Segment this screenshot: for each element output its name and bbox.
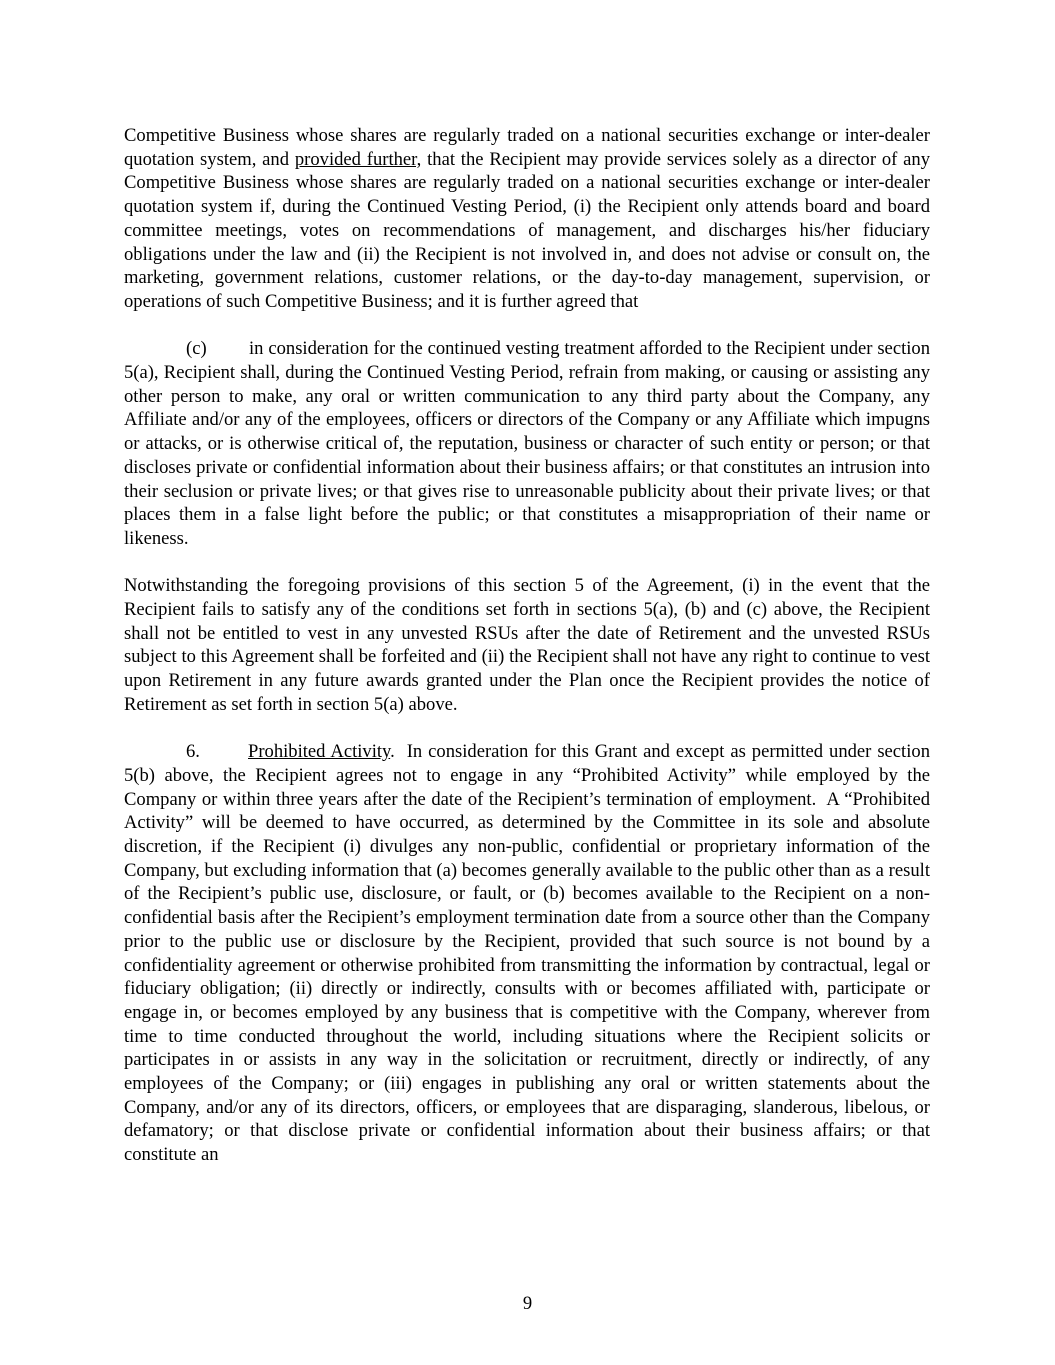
paragraph-text: Competitive Business whose shares are regularly traded on a national securities exchange or inter-dealer quotation system, and (124, 125, 930, 170)
paragraph-text: in consideration for the continued vesting treatment afforded to the Recipient under section 5(a), Recipient shall, during the Continued Vesting Period, refrain from making, or causing or assisting any other person to make, any oral or written communication to any third party about the Company, any Affiliate and/or any of the employees, officers or directors of the Company or any Affiliate which impugns or attacks, or is otherwise critical of, the reputation, business or character of such entity or person; or that discloses private or confidential information about their business affairs; or that constitutes an intrusion into their seclusion or private lives; or that gives rise to unreasonable publicity about their private lives; or that places them in a false light before the public; or that constitutes a misappropriation of their name or likeness. (124, 338, 930, 549)
section-label: (c) (186, 338, 207, 360)
paragraph-text: Notwithstanding the foregoing provisions of this section 5 of the Agreement, (i) in the event that the Recipient fails to satisfy any of the conditions set forth in sections 5(a), (b) and (c) above, the Recipient shall not be entitled to vest in any unvested RSUs after the date of Retirement and the unvested RSUs subject to this Agreement shall be forfeited and (ii) the Recipient shall not have any right to continue to vest upon Retirement in any future awards granted under the Plan once the Recipient provides the notice of Retirement as set forth in section 5(a) above. (124, 575, 930, 715)
underlined-phrase: provided further, (294, 148, 422, 170)
section-heading: Prohibited Activity (248, 741, 391, 763)
paragraph-text: In consideration for this Grant and except as permitted under section 5(b) above, the Recipient agrees not to engage in any “Prohibited Activity” while employed by the Company or within three years after the date of the Recipient’s termination of employment. A “Prohibited Activity” will be deemed to have occurred, as determined by the Committee in its sole and absolute discretion, if the Recipient (i) divulges any non-public, confidential or proprietary information of the Company, but excluding information that (a) becomes generally available to the public other than as a result of the Recipient’s public use, disclosure, or fault, or (b) becomes available to the Recipient on a non-confidential basis after the Recipient’s employment termination date from a source other than the Company prior to the public use or disclosure by the Recipient, provided that such source is not bound by a confidentiality agreement or otherwise prohibited from transmitting the information by contractual, legal or fiduciary obligation; (ii) directly or indirectly, consults with or becomes affiliated with, participate or engage in, or becomes employed by any business that is competitive with the Company, wherever from time to time conducted throughout the world, including situations where the Recipient solicits or participates in or assists in any way in the solicitation or recruitment, directly or indirectly, of any employees of the Company; or (iii) engages in publishing any oral or written statements about the Company, and/or any of its directors, officers, or employees that are disparaging, slanderous, libelous, or defamatory; or that disclose private or confidential information about their business affairs; or that constitute an (124, 741, 935, 1166)
document-page (124, 124, 935, 1191)
heading-period: . (390, 741, 395, 763)
section-number: 6. (186, 741, 200, 763)
page-number: 9 (522, 1293, 533, 1314)
paragraph-section-c (124, 337, 930, 550)
paragraph-section-6 (124, 740, 935, 1167)
paragraph-text: that the Recipient may provide services solely as a director of any Competitive Business whose shares are regularly traded on a national securities exchange or inter-dealer quotation system if, during the Continued Vesting Period, (i) the Recipient only attends board and board committee meetings, votes on recommendations of management, and discharges his/her fiduciary obligations under the law and (ii) the Recipient is not involved in, and does not advise or consult on, the marketing, government relations, customer relations, or the day-to-day management, supervision, or operations of such Competitive Business; and it is further agreed that (124, 148, 930, 312)
paragraph-notwithstanding (124, 574, 930, 716)
paragraph-competitive-business (124, 124, 930, 314)
